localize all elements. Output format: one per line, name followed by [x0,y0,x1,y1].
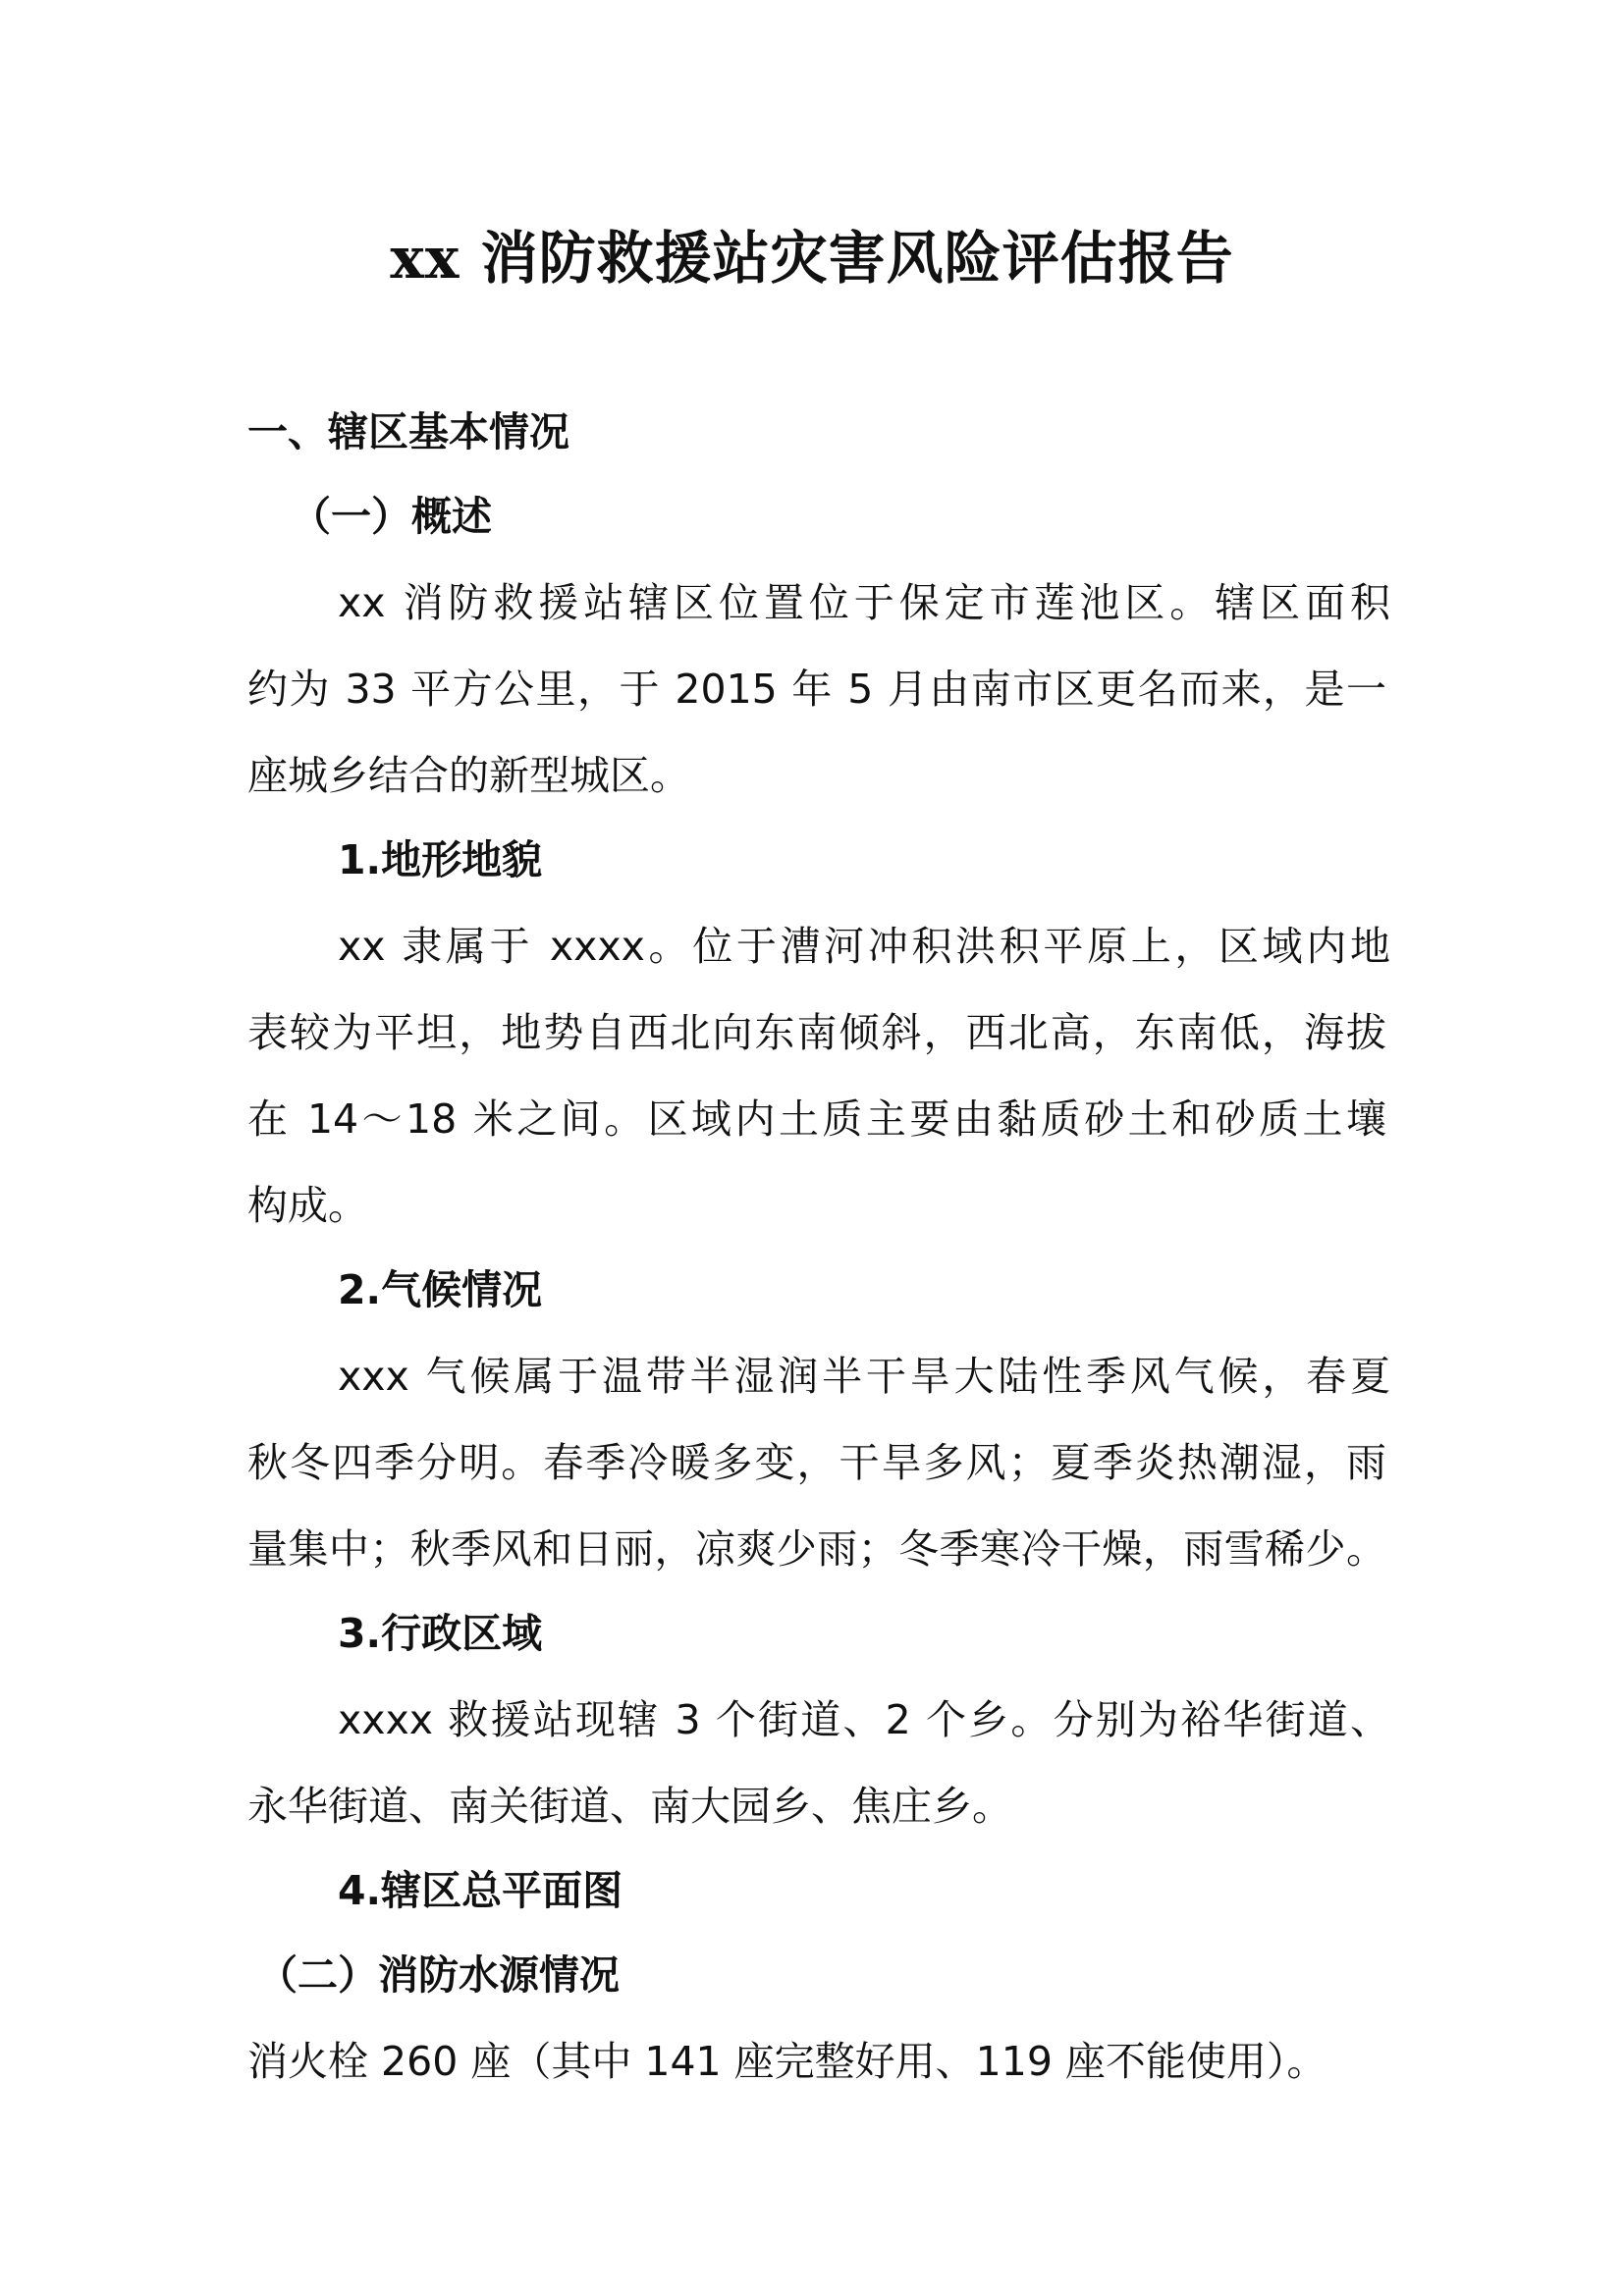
overview-line-3: 座城乡结合的新型城区。 [247,752,690,799]
admin-line-2: 永华街道、南关街道、南大园乡、焦庄乡。 [247,1783,1012,1830]
overview-line-2: 约为 33 平方公里，于 2015 年 5 月由南市区更名而来，是一 [247,666,1386,713]
terrain-line-4: 构成。 [247,1182,368,1229]
heading-admin-region: 3.行政区域 [338,1610,543,1657]
climate-line-1: xxx 气候属于温带半湿润半干旱大陆性季风气候，春夏 [338,1353,1390,1400]
admin-line-1: xxxx 救援站现辖 3 个街道、2 个乡。分别为裕华街道、 [338,1696,1390,1743]
heading-terrain: 1.地形地貌 [338,836,543,883]
heading-climate: 2.气候情况 [338,1266,543,1313]
climate-line-2: 秋冬四季分明。春季冷暖多变，干旱多风；夏季炎热潮湿，雨 [247,1439,1386,1486]
climate-line-3: 量集中；秋季风和日丽，凉爽少雨；冬季寒冷干燥，雨雪稀少。 [247,1525,1386,1573]
overview-line-1: xx 消防救援站辖区位置位于保定市莲池区。辖区面积 [338,579,1390,626]
terrain-line-2: 表较为平坦，地势自西北向东南倾斜，西北高，东南低，海拔 [247,1009,1386,1056]
terrain-line-1: xx 隶属于 xxxx。位于漕河冲积洪积平原上，区域内地 [338,923,1390,970]
heading-site-map: 4.辖区总平面图 [338,1867,623,1914]
subsection-heading-overview: （一）概述 [291,493,492,540]
section-heading-basic-info: 一、辖区基本情况 [247,408,569,455]
subsection-heading-water-source: （二）消防水源情况 [257,1951,620,1999]
water-line-1: 消火栓 260 座（其中 141 座完整好用、119 座不能使用）。 [247,2038,1327,2085]
terrain-line-3: 在 14～18 米之间。区域内土质主要由黏质砂土和砂质土壤 [247,1095,1386,1143]
document-title: xx 消防救援站灾害风险评估报告 [390,225,1234,292]
